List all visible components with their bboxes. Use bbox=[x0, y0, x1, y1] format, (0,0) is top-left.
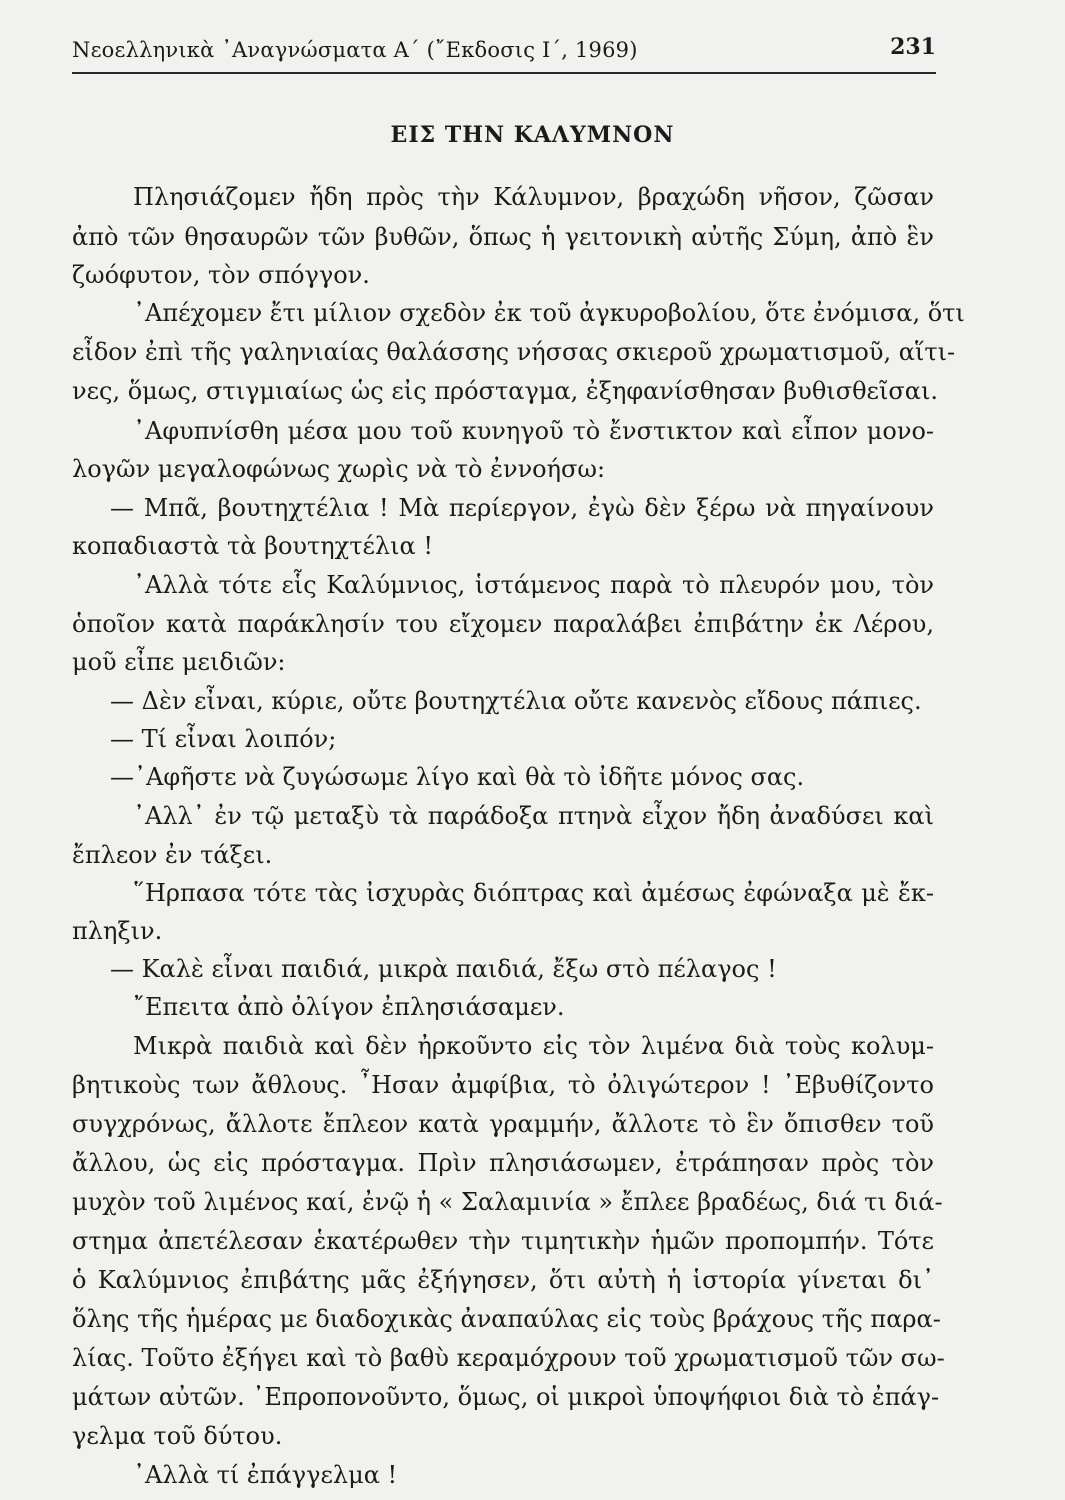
text-line: Μικρὰ παιδιὰ καὶ δὲν ἠρκοῦντο εἰς τὸν λιμένα διὰ τοὺς κολυμ- bbox=[133, 1032, 934, 1060]
header-rule bbox=[72, 72, 936, 74]
chapter-title: ΕΙΣ ΤΗΝ ΚΑΛΥΜΝΟΝ bbox=[390, 122, 675, 148]
text-line: ᾿Αφυπνίσθη μέσα μου τοῦ κυνηγοῦ τὸ ἔνστικτον καὶ εἶπον μονο- bbox=[133, 417, 934, 445]
text-line: ἔπλεον ἐν τάξει. bbox=[72, 841, 273, 869]
text-line: ᾿Αλλὰ τότε εἷς Καλύμνιος, ἱστάμενος παρὰ τὸ πλευρόν μου, τὸν bbox=[133, 571, 934, 599]
text-line: — Μπᾶ, βουτηχτέλια ! Μὰ περίεργον, ἐγὼ δὲν ξέρω νὰ πηγαίνουν bbox=[110, 494, 934, 522]
page-number: 231 bbox=[890, 34, 936, 60]
text-line: λογῶν μεγαλοφώνως χωρὶς νὰ τὸ ἐννοήσω: bbox=[72, 455, 606, 483]
text-line: μυχὸν τοῦ λιμένος καί, ἐνῷ ἡ « Σαλαμινία » ἔπλεε βραδέως, διά τι διά- bbox=[72, 1188, 943, 1216]
text-line: ῞Ηρπασα τότε τὰς ἰσχυρὰς διόπτρας καὶ ἀμέσως ἐφώναξα μὲ ἔκ- bbox=[133, 879, 934, 907]
text-line: Πλησιάζομεν ἤδη πρὸς τὴν Κάλυμνον, βραχώδη νῆσον, ζῶσαν bbox=[133, 183, 934, 211]
text-line: ἄλλου, ὡς εἰς πρόσταγμα. Πρὶν πλησιάσωμεν, ἐτράπησαν πρὸς τὸν bbox=[72, 1149, 934, 1177]
book-title-header: Νεοελληνικὰ ᾿Αναγνώσματα Α΄ (῎Εκδοσις Ι΄, 1969) bbox=[72, 38, 638, 62]
text-line: βητικοὺς των ἄθλους. ῏Ησαν ἀμφίβια, τὸ ὀλιγώτερον ! ᾿Εβυθίζοντο bbox=[72, 1071, 934, 1099]
text-line: —᾿Αφῆστε νὰ ζυγώσωμε λίγο καὶ θὰ τὸ ἰδῆτε μόνος σας. bbox=[110, 763, 805, 791]
text-line: ὁποῖον κατὰ παράκλησίν του εἴχομεν παραλάβει ἐπιβάτην ἐκ Λέρου, bbox=[72, 610, 934, 638]
text-line: ὅλης τῆς ἡμέρας με διαδοχικὰς ἀναπαύλας εἰς τοὺς βράχους τῆς παρα- bbox=[72, 1305, 941, 1333]
text-line: πληξιν. bbox=[72, 917, 163, 945]
text-line: ᾿Απέχομεν ἔτι μίλιον σχεδὸν ἐκ τοῦ ἀγκυροβολίου, ὅτε ἐνόμισα, ὅτι bbox=[133, 299, 965, 327]
text-line: μοῦ εἶπε μειδιῶν: bbox=[72, 648, 286, 676]
text-line: συγχρόνως, ἄλλοτε ἔπλεον κατὰ γραμμήν, ἄλλοτε τὸ ἓν ὄπισθεν τοῦ bbox=[72, 1110, 934, 1138]
text-line: νες, ὅμως, στιγμιαίως ὡς εἰς πρόσταγμα, ἐξηφανίσθησαν βυθισθεῖσαι. bbox=[72, 377, 939, 405]
text-line: γελμα τοῦ δύτου. bbox=[72, 1422, 283, 1450]
text-line: — Τί εἶναι λοιπόν; bbox=[110, 725, 337, 753]
text-line: μάτων αὐτῶν. ᾿Επροπονοῦντο, ὅμως, οἱ μικροὶ ὑποψήφιοι διὰ τὸ ἐπάγ- bbox=[72, 1383, 940, 1411]
text-line: ἀπὸ τῶν θησαυρῶν τῶν βυθῶν, ὅπως ἡ γειτονικὴ αὐτῆς Σύμη, ἀπὸ ἓν bbox=[72, 223, 934, 251]
text-line: ῎Επειτα ἀπὸ ὀλίγον ἐπλησιάσαμεν. bbox=[133, 993, 565, 1021]
text-line: στημα ἀπετέλεσαν ἑκατέρωθεν τὴν τιμητικὴν ἡμῶν προπομπήν. Τότε bbox=[72, 1227, 934, 1255]
text-line: ᾿Αλλ᾿ ἐν τῷ μεταξὺ τὰ παράδοξα πτηνὰ εἶχον ἤδη ἀναδύσει καὶ bbox=[133, 802, 934, 830]
text-line: κοπαδιαστὰ τὰ βουτηχτέλια ! bbox=[72, 532, 434, 560]
text-line: — Δὲν εἶναι, κύριε, οὔτε βουτηχτέλια οὔτε κανενὸς εἴδους πάπιες. bbox=[110, 687, 922, 715]
text-line: λίας. Τοῦτο ἐξήγει καὶ τὸ βαθὺ κεραμόχρουν τοῦ χρωματισμοῦ τῶν σω- bbox=[72, 1344, 945, 1372]
text-line: ᾿Αλλὰ τί ἐπάγγελμα ! bbox=[133, 1461, 398, 1489]
text-line: — Καλὲ εἶναι παιδιά, μικρὰ παιδιά, ἔξω στὸ πέλαγος ! bbox=[110, 955, 777, 983]
running-header bbox=[72, 34, 936, 68]
text-line: ὁ Καλύμνιος ἐπιβάτης μᾶς ἐξήγησεν, ὅτι αὐτὴ ἡ ἱστορία γίνεται δι᾿ bbox=[72, 1266, 934, 1294]
text-line: εἶδον ἐπὶ τῆς γαληνιαίας θαλάσσης νήσσας σκιεροῦ χρωματισμοῦ, αἵτι- bbox=[72, 338, 956, 366]
text-line: ζωόφυτον, τὸν σπόγγον. bbox=[72, 261, 370, 289]
